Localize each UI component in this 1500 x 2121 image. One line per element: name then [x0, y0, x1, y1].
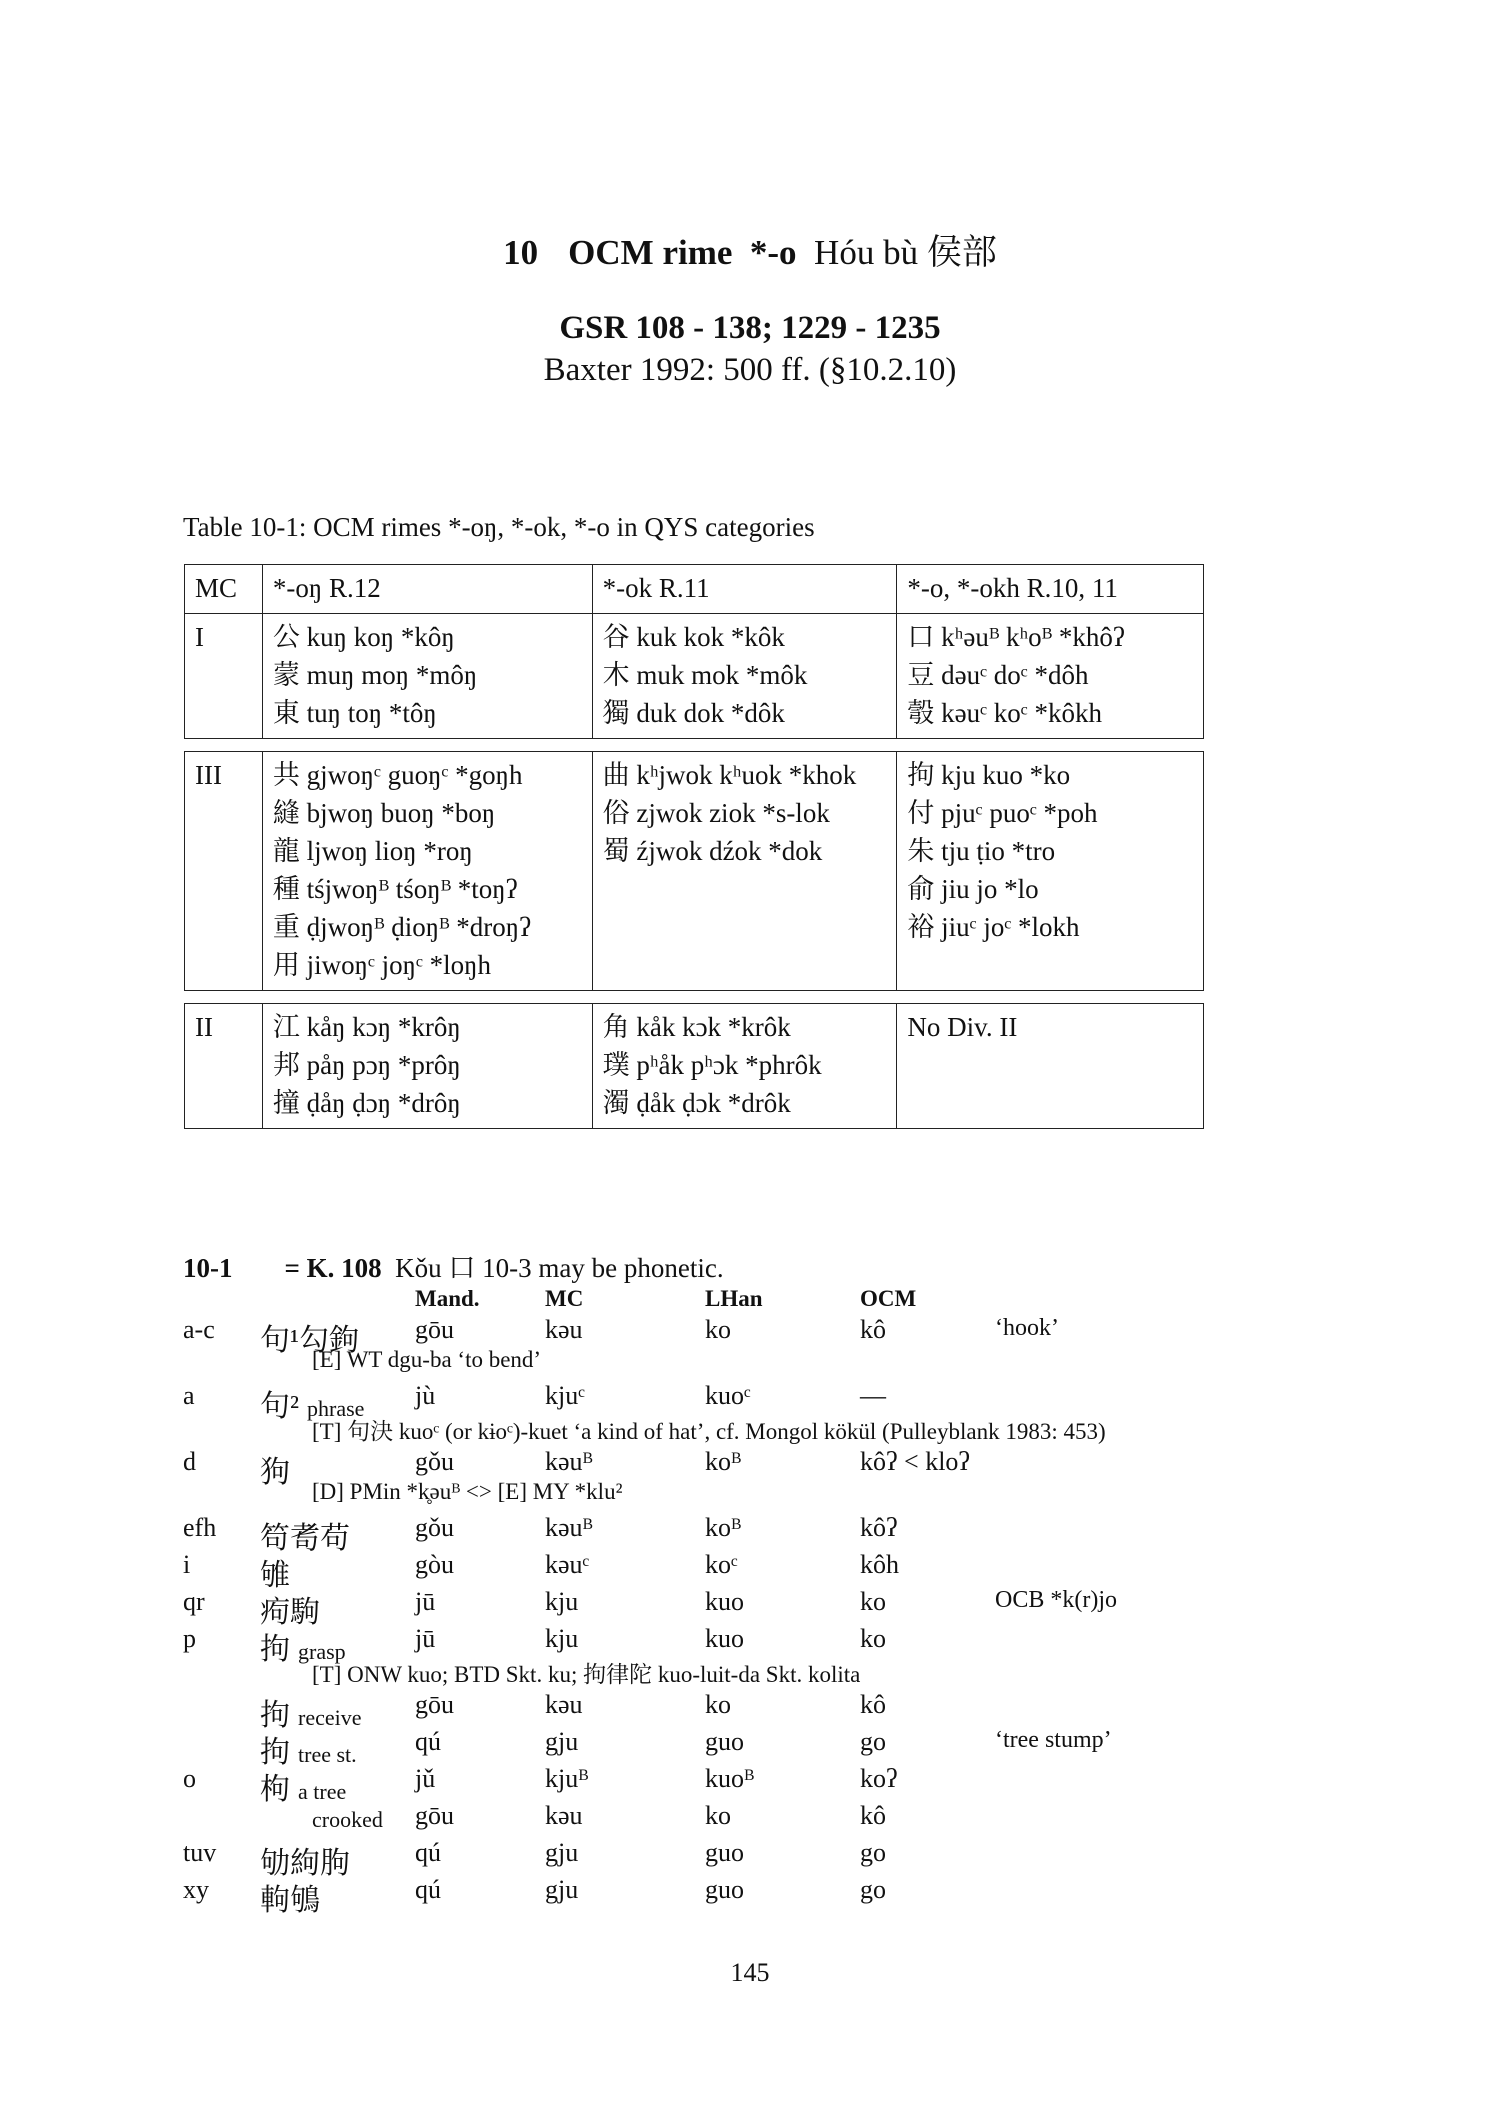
lhan-reading: ko — [705, 1801, 731, 1830]
character: 枸 — [260, 1773, 290, 1806]
rime-example: 俞 jiu jo *lo — [907, 874, 1039, 904]
lhan-reading: guo — [705, 1838, 744, 1867]
header-ok: *-ok R.11 — [592, 565, 897, 614]
rime-example: 龍 ljwoŋ lioŋ *roŋ — [272, 836, 473, 866]
rime-example: 種 tśjwoŋᴮ tśoŋᴮ *toŋʔ — [272, 874, 518, 904]
rime-example: 豆 dəuᶜ doᶜ *dôh — [907, 660, 1089, 690]
cell-o — [897, 614, 1204, 739]
section-title — [0, 225, 1500, 275]
lhan-reading: ko — [705, 1690, 731, 1719]
entry-row — [0, 1624, 1500, 1666]
mandarin-reading: jǔ — [415, 1764, 436, 1793]
table-header-row — [185, 565, 1204, 614]
mandarin-reading: gǒu — [415, 1513, 454, 1542]
rime-example: 曲 kʰjwok kʰuok *khok — [602, 760, 857, 790]
rime-example: 付 pjuᶜ puoᶜ *poh — [907, 798, 1098, 828]
ocm-reading: kôh — [860, 1550, 899, 1579]
lhan-reading: kuoᶜ — [705, 1381, 751, 1410]
entry-row — [0, 1764, 1500, 1806]
character: 拘 — [260, 1699, 290, 1732]
mc-reading: kjuᶜ — [545, 1381, 585, 1410]
rime-example: 撞 ḍåŋ ḍɔŋ *drôŋ — [272, 1088, 461, 1118]
cell-ok — [592, 614, 897, 739]
lhan-reading: koᴮ — [705, 1447, 742, 1476]
character: 拘 — [260, 1633, 290, 1666]
ocm-reading: kô — [860, 1315, 886, 1344]
rime-example: 重 ḍjwoŋᴮ ḍioŋᴮ *droŋʔ — [272, 912, 532, 942]
section-pinyin: Hóu bù — [814, 233, 919, 272]
entry-row — [0, 1447, 1500, 1489]
row-id: a-c — [183, 1315, 215, 1344]
entry-row — [0, 1587, 1500, 1629]
table-row — [185, 1004, 1204, 1129]
rime-example: 邦 påŋ pɔŋ *prôŋ — [272, 1050, 461, 1080]
ocm-reading: ko — [860, 1587, 886, 1616]
mc-category: I — [195, 622, 204, 652]
header-ong: *-oŋ R.12 — [262, 565, 592, 614]
gsr-reference: GSR 108 - 138; 1229 - 1235 — [559, 310, 941, 346]
cell-o — [897, 752, 1204, 991]
rime-example: 蜀 źjwok dźok *dok — [602, 836, 823, 866]
entry-row — [0, 1315, 1500, 1357]
mc-reading: kəu — [545, 1801, 583, 1830]
ocm-reading: go — [860, 1875, 886, 1904]
mandarin-reading: qú — [415, 1727, 441, 1756]
mc-reading: kəuᴮ — [545, 1513, 593, 1542]
table-row — [185, 614, 1204, 739]
lhan-reading: kuo — [705, 1624, 744, 1653]
rime-example: 璞 pʰåk pʰɔk *phrôk — [602, 1050, 822, 1080]
rime-example: 拘 kju kuo *ko — [907, 760, 1071, 790]
row-subnote: [T] 句決 kuoᶜ (or kɨoᶜ)-kuet ‘a kind of hat’, cf. Mongol kökül (Pulleyblank 1983: 453) — [312, 1419, 1106, 1444]
row-id: efh — [183, 1513, 217, 1542]
row-gloss: phrase — [307, 1396, 365, 1421]
cell-o — [897, 1004, 1204, 1129]
row-id: xy — [183, 1875, 209, 1904]
mandarin-reading: gōu — [415, 1315, 454, 1344]
mandarin-reading: qú — [415, 1838, 441, 1867]
rime-example: 俗 zjwok ziok *s-lok — [602, 798, 830, 828]
section-hanzi: 侯部 — [926, 233, 997, 272]
header-mc: MC — [185, 565, 263, 614]
row-note: ‘tree stump’ — [995, 1727, 1112, 1753]
mc-reading: gju — [545, 1875, 579, 1904]
entry-header — [183, 1246, 724, 1285]
page-number: 145 — [730, 1958, 770, 1987]
column-header-mc: MC — [545, 1286, 584, 1311]
entry-ref: = K. 108 — [284, 1253, 382, 1283]
entry-row — [0, 1513, 1500, 1555]
table-row — [185, 752, 1204, 991]
rime-example: 東 tuŋ toŋ *tôŋ — [272, 698, 437, 728]
cell-mc — [185, 1004, 263, 1129]
rime-example: 朱 tju ṭio *tro — [907, 836, 1056, 866]
character: 笱耉苟 — [260, 1522, 350, 1555]
entry-row — [0, 1801, 1500, 1835]
row-subnote: [E] WT dgu-ba ‘to bend’ — [312, 1347, 542, 1372]
rime-example: 用 jiwoŋᶜ joŋᶜ *loŋh — [272, 950, 492, 980]
ocm-reading: — — [860, 1381, 886, 1410]
mandarin-reading: gōu — [415, 1690, 454, 1719]
row-id: p — [183, 1624, 196, 1653]
mc-category: III — [195, 760, 222, 790]
mc-reading: kjuᴮ — [545, 1764, 589, 1793]
section-rime: *-o — [749, 233, 797, 272]
entry-row — [0, 1838, 1500, 1880]
cell-ok — [592, 1004, 897, 1129]
ocm-reading: ko — [860, 1624, 886, 1653]
mandarin-reading: gōu — [415, 1801, 454, 1830]
mc-reading: gju — [545, 1727, 579, 1756]
character: 拘 — [260, 1736, 290, 1769]
cell-ok — [592, 752, 897, 991]
entry-id: 10-1 — [183, 1253, 233, 1283]
rime-example: 共 gjwoŋᶜ guoŋᶜ *goŋh — [272, 760, 523, 790]
mc-reading: kəuᴮ — [545, 1447, 593, 1476]
mc-reading: kəuᶜ — [545, 1550, 590, 1579]
cell-mc — [185, 614, 263, 739]
entry-row — [0, 1727, 1500, 1769]
column-header-mand: Mand. — [415, 1286, 480, 1311]
row-note: ‘hook’ — [995, 1315, 1059, 1341]
lhan-reading: koᴮ — [705, 1513, 742, 1542]
lhan-reading: guo — [705, 1875, 744, 1904]
row-characters — [260, 1801, 383, 1835]
rime-example: 江 kåŋ kɔŋ *krôŋ — [272, 1012, 461, 1042]
row-gloss: tree st. — [298, 1742, 357, 1767]
ocm-reading: kôʔ < kloʔ — [860, 1447, 970, 1476]
row-subnote: [D] PMin *k̥əuᴮ <> [E] MY *klu² — [312, 1479, 623, 1504]
mc-category: II — [195, 1012, 213, 1042]
character: 劬絇朐 — [260, 1847, 350, 1880]
character: 痀駒 — [260, 1596, 320, 1629]
mc-reading: kju — [545, 1587, 579, 1616]
character: 句¹勾鉤 — [260, 1324, 359, 1357]
cell-ong — [262, 752, 592, 991]
row-id: o — [183, 1764, 196, 1793]
rime-example: 裕 jiuᶜ joᶜ *lokh — [907, 912, 1080, 942]
mandarin-reading: qú — [415, 1875, 441, 1904]
ocm-reading: kô — [860, 1690, 886, 1719]
mandarin-reading: gǒu — [415, 1447, 454, 1476]
cell-ong — [262, 1004, 592, 1129]
row-id: d — [183, 1447, 196, 1476]
lhan-reading: koᶜ — [705, 1550, 738, 1579]
row-gloss: grasp — [298, 1639, 346, 1664]
rime-example: 獨 duk dok *dôk — [602, 698, 785, 728]
column-header-lhan: LHan — [705, 1286, 763, 1311]
row-note: OCB *k(r)jo — [995, 1587, 1117, 1613]
lhan-reading: ko — [705, 1315, 731, 1344]
character: 雊 — [260, 1559, 290, 1592]
cell-mc — [185, 752, 263, 991]
baxter-reference: Baxter 1992: 500 ff. (§10.2.10) — [543, 352, 957, 388]
entry-row — [0, 1875, 1500, 1917]
mc-reading: kəu — [545, 1690, 583, 1719]
rime-example: 口 kʰəuᴮ kʰoᴮ *khôʔ — [907, 622, 1125, 652]
row-subnote: [T] ONW kuo; BTD Skt. ku; 拘律陀 kuo-luit-da Skt. kolita — [312, 1662, 861, 1687]
lhan-reading: kuo — [705, 1587, 744, 1616]
cell-ong — [262, 614, 592, 739]
column-header-ocm: OCM — [860, 1286, 917, 1311]
entry-row — [0, 1690, 1500, 1732]
rime-example: 公 kuŋ koŋ *kôŋ — [272, 622, 455, 652]
mandarin-reading: jū — [415, 1624, 436, 1653]
rime-example: 角 kåk kɔk *krôk — [602, 1012, 791, 1042]
header-o: *-o, *-okh R.10, 11 — [897, 565, 1204, 614]
row-id: a — [183, 1381, 195, 1410]
rime-example: 蒙 muŋ moŋ *môŋ — [272, 660, 478, 690]
ocm-reading: kô — [860, 1801, 886, 1830]
character: 狗 — [260, 1456, 290, 1489]
row-gloss: receive — [298, 1705, 362, 1730]
row-gloss: crooked — [312, 1807, 383, 1832]
character: 句² — [260, 1390, 299, 1423]
rime-example: 木 muk mok *môk — [602, 660, 808, 690]
character: 軥鴝 — [260, 1884, 320, 1917]
ocm-reading: go — [860, 1838, 886, 1867]
row-characters — [260, 1447, 298, 1491]
lhan-reading: kuoᴮ — [705, 1764, 755, 1793]
rimes-table — [184, 564, 1204, 1129]
row-id: tuv — [183, 1838, 217, 1867]
section-rime-label: OCM rime — [568, 233, 733, 272]
mc-reading: kju — [545, 1624, 579, 1653]
mc-reading: kəu — [545, 1315, 583, 1344]
rime-example: 濁 ḍåk ḍɔk *drôk — [602, 1088, 791, 1118]
mandarin-reading: jù — [415, 1381, 436, 1410]
rime-example: 彀 kəuᶜ koᶜ *kôkh — [907, 698, 1102, 728]
ocm-reading: kôʔ — [860, 1513, 898, 1542]
rime-example: No Div. II — [907, 1012, 1018, 1042]
mandarin-reading: jū — [415, 1587, 436, 1616]
entry-row — [0, 1550, 1500, 1592]
row-id: i — [183, 1550, 191, 1579]
row-gloss: a tree — [298, 1779, 347, 1804]
mc-reading: gju — [545, 1838, 579, 1867]
lhan-reading: guo — [705, 1727, 744, 1756]
rime-example: 谷 kuk kok *kôk — [602, 622, 785, 652]
entry-row — [0, 1381, 1500, 1423]
entry-note: Kǒu 口 10-3 may be phonetic. — [395, 1253, 724, 1283]
row-characters — [260, 1875, 328, 1919]
row-id: qr — [183, 1587, 205, 1616]
mandarin-reading: gòu — [415, 1550, 454, 1579]
section-number: 10 — [503, 233, 539, 272]
ocm-reading: go — [860, 1727, 886, 1756]
table-caption: Table 10-1: OCM rimes *-oŋ, *-ok, *-o in QYS categories — [183, 512, 815, 542]
ocm-reading: koʔ — [860, 1764, 898, 1793]
rime-example: 縫 bjwoŋ buoŋ *boŋ — [272, 798, 496, 828]
